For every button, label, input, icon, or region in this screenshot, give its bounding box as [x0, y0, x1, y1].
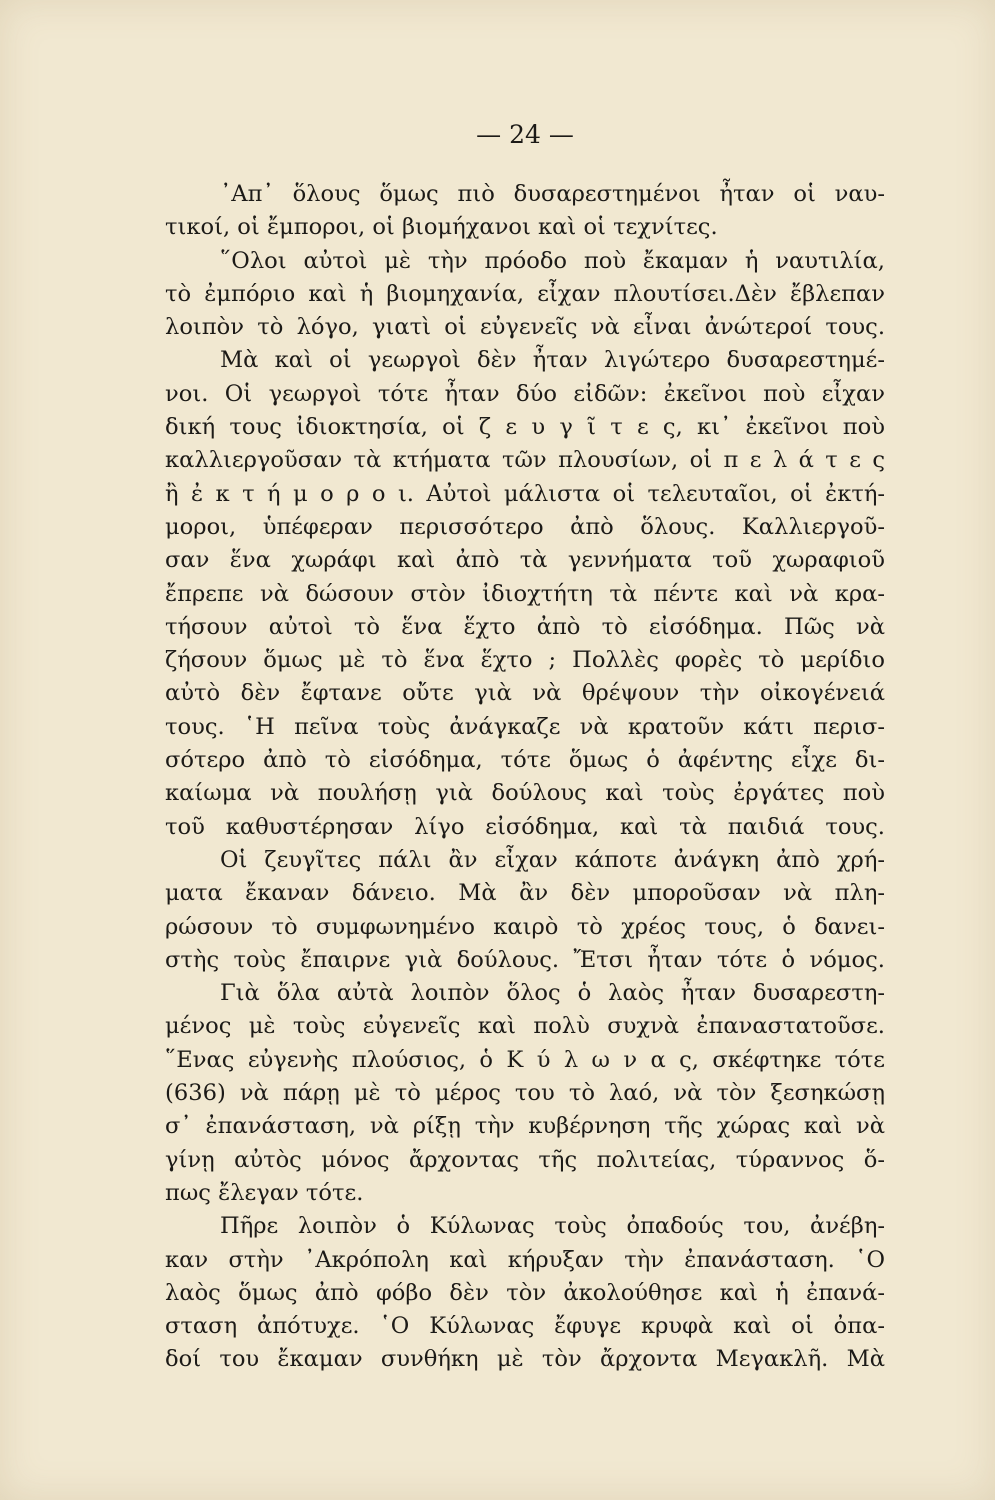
text-line: νοι. Οἱ γεωργοὶ τότε ἦταν δύο εἰδῶν: ἐκεῖνοι ποὺ εἶχαν — [165, 380, 885, 407]
text-line: ἔπρεπε νὰ δώσουν στὸν ἰδιοχτήτη τὰ πέντε καὶ νὰ κρα- — [165, 580, 885, 607]
text-line: λαὸς ὅμως ἀπὸ φόβο δὲν τὸν ἀκολούθησε καὶ ἡ ἐπανά- — [165, 1279, 885, 1306]
text-line: τήσουν αὐτοὶ τὸ ἕνα ἕχτο ἀπὸ τὸ εἰσόδημα. Πῶς νὰ — [165, 613, 885, 640]
text-line: καλλιεργοῦσαν τὰ κτήματα τῶν πλουσίων, οἱ π ε λ ά τ ε ς — [165, 447, 885, 474]
text-line: ῞Ενας εὐγενὴς πλούσιος, ὁ Κ ύ λ ω ν α ς, σκέφτηκε τότε — [165, 1046, 885, 1073]
text-line: λοιπὸν τὸ λόγο, γιατὶ οἱ εὐγενεῖς νὰ εἶναι ἀνώτεροί τους. — [165, 314, 885, 341]
text-line: τὸ ἐμπόριο καὶ ἡ βιομηχανία, εἶχαν πλουτίσει.Δὲν ἔβλεπαν — [165, 280, 885, 307]
text-line: μοροι, ὑπέφεραν περισσότερο ἀπὸ ὅλους. Καλλιεργοῦ- — [165, 513, 885, 540]
text-line: τικοί, οἱ ἔμποροι, οἱ βιομήχανοι καὶ οἱ τεχνίτες. — [165, 214, 718, 241]
text-line: στὴς τοὺς ἔπαιρνε γιὰ δούλους. Ἔτσι ἦταν τότε ὁ νόμος. — [165, 946, 885, 973]
text-line: δική τους ἰδιοκτησία, οἱ ζ ε υ γ ῖ τ ε ς, κι᾿ ἐκεῖνοι ποὺ — [165, 414, 885, 441]
body-text — [165, 178, 885, 1377]
text-line: καν στὴν ᾿Ακρόπολη καὶ κήρυξαν τὴν ἐπανάσταση. ῾Ο — [165, 1246, 885, 1273]
text-line: Οἱ ζευγῖτες πάλι ἂν εἶχαν κάποτε ἀνάγκη ἀπὸ χρή- — [220, 846, 885, 873]
text-line: Πῆρε λοιπὸν ὁ Κύλωνας τοὺς ὀπαδούς του, ἀνέβη- — [220, 1213, 885, 1240]
text-line: Μὰ καὶ οἱ γεωργοὶ δὲν ἦταν λιγώτερο δυσαρεστημέ- — [220, 347, 885, 374]
text-line: ζήσουν ὅμως μὲ τὸ ἕνα ἕχτο ; Πολλὲς φορὲς τὸ μερίδιο — [165, 647, 885, 674]
text-line: μένος μὲ τοὺς εὐγενεῖς καὶ πολὺ συχνὰ ἐπαναστατοῦσε. — [165, 1013, 885, 1040]
text-line: τους. ῾Η πεῖνα τοὺς ἀνάγκαζε νὰ κρατοῦν κάτι περισ- — [165, 713, 885, 740]
text-line: Γιὰ ὅλα αὐτὰ λοιπὸν ὅλος ὁ λαὸς ἦταν δυσαρεστη- — [220, 980, 885, 1007]
text-line: σταση ἀπότυχε. ῾Ο Κύλωνας ἔφυγε κρυφὰ καὶ οἱ ὀπα- — [165, 1313, 885, 1340]
text-line: τοῦ καθυστέρησαν λίγο εἰσόδημα, καὶ τὰ παιδιά τους. — [165, 813, 885, 840]
text-line: ρώσουν τὸ συμφωνημένο καιρὸ τὸ χρέος τους, ὁ δανει- — [165, 913, 885, 940]
text-line: σαν ἕνα χωράφι καὶ ἀπὸ τὰ γεννήματα τοῦ χωραφιοῦ — [165, 547, 885, 574]
text-line: σότερο ἀπὸ τὸ εἰσόδημα, τότε ὅμως ὁ ἀφέντης εἶχε δι- — [165, 747, 885, 774]
text-line: ματα ἔκαναν δάνειο. Μὰ ἂν δὲν μποροῦσαν νὰ πλη- — [165, 880, 885, 907]
text-line: (636) νὰ πάρῃ μὲ τὸ μέρος του τὸ λαό, νὰ τὸν ξεσηκώσῃ — [165, 1080, 885, 1107]
text-line: δοί του ἔκαμαν συνθήκη μὲ τὸν ἄρχοντα Μεγακλῆ. Μὰ — [165, 1346, 885, 1373]
text-line: ἢ ἐ κ τ ή μ ο ρ ο ι. Αὐτοὶ μάλιστα οἱ τελευταῖοι, οἱ ἐκτή- — [165, 480, 885, 507]
text-line: πως ἔλεγαν τότε. — [165, 1179, 364, 1206]
text-line: ῞Ολοι αὐτοὶ μὲ τὴν πρόοδο ποὺ ἔκαμαν ἡ ναυτιλία, — [220, 247, 885, 274]
text-line: αὐτὸ δὲν ἔφτανε οὔτε γιὰ νὰ θρέψουν τὴν οἰκογένειά — [165, 680, 885, 707]
page-number: — 24 — — [476, 120, 574, 149]
text-line: γίνῃ αὐτὸς μόνος ἄρχοντας τῆς πολιτείας, τύραννος ὅ- — [165, 1146, 885, 1173]
text-line: σ᾿ ἐπανάσταση, νὰ ρίξῃ τὴν κυβέρνηση τῆς χώρας καὶ νὰ — [165, 1113, 885, 1140]
text-line: ᾿Απ᾿ ὅλους ὅμως πιὸ δυσαρεστημένοι ἦταν οἱ ναυ- — [220, 181, 885, 207]
text-line: καίωμα νὰ πουλήσῃ γιὰ δούλους καὶ τοὺς ἐργάτες ποὺ — [165, 780, 885, 807]
